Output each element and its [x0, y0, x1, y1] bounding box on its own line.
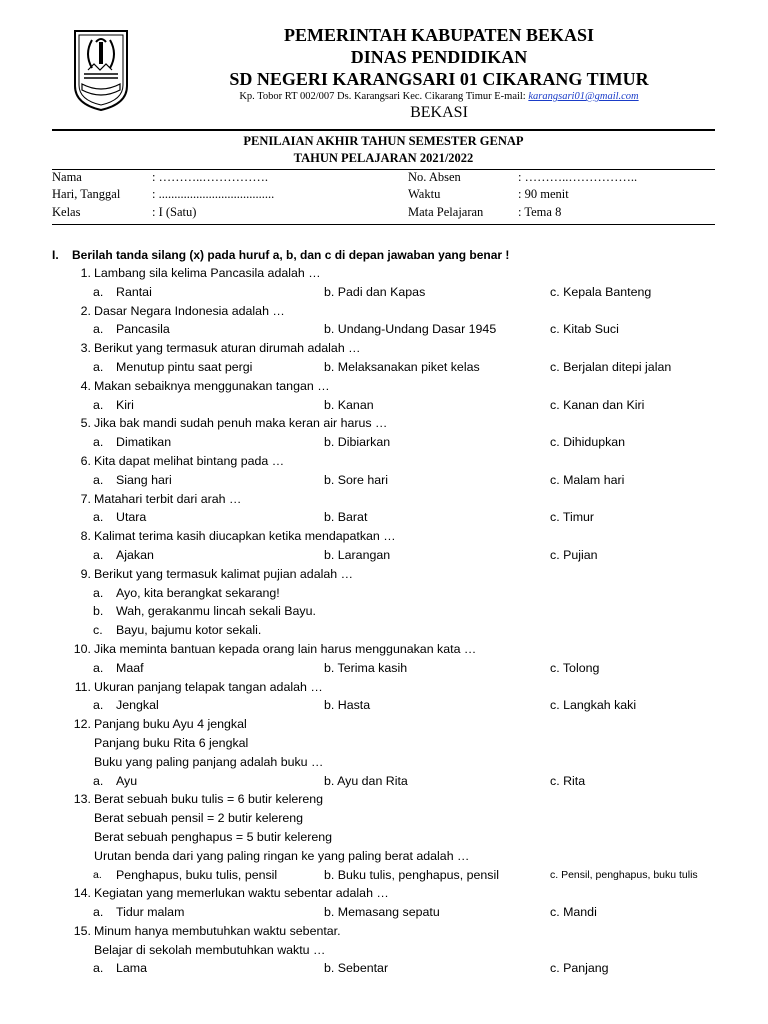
option-letter: b. [93, 604, 104, 619]
option-letter: a. [93, 868, 102, 881]
question-number: 12. [73, 717, 91, 732]
option-letter: c. [93, 623, 103, 638]
question-15-text-line [52, 941, 732, 960]
option-b: b. Ayu dan Rita [324, 773, 408, 788]
question-12-text-line [52, 734, 732, 753]
option-c: c. Berjalan ditepi jalan [550, 359, 672, 374]
question-3-text-line [52, 339, 732, 358]
question-13-text-line [52, 847, 732, 866]
question-15-text-line [52, 922, 732, 941]
question-14-options [52, 903, 732, 922]
question-13-text-line [52, 828, 732, 847]
question-2-text-line [52, 302, 732, 321]
option-c: c. Malam hari [550, 472, 625, 487]
question-9-option [52, 584, 732, 603]
option-letter: a. [93, 284, 104, 299]
option-b: b. Hasta [324, 698, 371, 713]
option-a: Kiri [116, 397, 134, 412]
option-text: Ayo, kita berangkat sekarang! [116, 585, 280, 600]
question-text: Jika bak mandi sudah penuh maka keran air harus … [94, 416, 388, 431]
option-a: Dimatikan [116, 435, 172, 450]
option-a: Ajakan [116, 547, 154, 562]
question-number: 15. [73, 923, 91, 938]
question-text: Berikut yang termasuk kalimat pujian adalah … [94, 566, 353, 581]
option-a: Utara [116, 510, 147, 525]
bekasi-regency-emblem-icon [72, 28, 130, 112]
option-letter: a. [93, 585, 104, 600]
value-time: : 90 menit [518, 187, 569, 201]
option-b: b. Terima kasih [324, 660, 408, 675]
value-absen: : ………..…………….. [518, 170, 638, 184]
option-a: Jengkal [116, 698, 159, 713]
question-7-options [52, 508, 732, 527]
option-letter: a. [93, 698, 104, 713]
option-c: c. Pujian [550, 547, 598, 562]
option-c: c. Langkah kaki [550, 698, 637, 713]
question-1-text-line [52, 264, 732, 283]
question-text: Panjang buku Rita 6 jengkal [94, 735, 249, 750]
option-a: Tidur malam [116, 905, 185, 920]
option-b: b. Buku tulis, penghapus, pensil [324, 867, 499, 882]
option-a: Maaf [116, 660, 144, 675]
question-5-options [52, 433, 732, 452]
option-b: b. Barat [324, 510, 368, 525]
identity-row-class [52, 205, 715, 222]
option-a: Ayu [116, 773, 138, 788]
option-letter: a. [93, 547, 104, 562]
question-text: Panjang buku Ayu 4 jengkal [94, 717, 247, 732]
question-text: Berat sebuah penghapus = 5 butir kelereng [94, 829, 333, 844]
option-b: b. Undang-Undang Dasar 1945 [324, 322, 497, 337]
question-number: 2. [80, 303, 91, 318]
question-number: 7. [80, 491, 91, 506]
option-text: Bayu, bajumu kotor sekali. [116, 623, 262, 638]
option-letter: a. [93, 660, 104, 675]
question-9-text-line [52, 565, 732, 584]
value-class: : I (Satu) [152, 205, 197, 219]
question-13-text-line [52, 809, 732, 828]
section-number: I. [52, 248, 59, 262]
identity-row-name [52, 170, 715, 187]
letterhead-divider [52, 129, 715, 131]
question-8-options [52, 546, 732, 565]
question-text: Belajar di sekolah membutuhkan waktu … [94, 942, 326, 957]
question-text: Kalimat terima kasih diucapkan ketika mendapatkan … [94, 529, 396, 544]
address-text: Kp. Tobor RT 002/007 Ds. Karangsari Kec. Cikarang Timur E-mail: [239, 91, 529, 102]
question-14-text-line [52, 884, 732, 903]
question-13-text-line [52, 790, 732, 809]
option-a: Penghapus, buku tulis, pensil [116, 867, 278, 882]
question-12-options [52, 772, 732, 791]
question-12-text-line [52, 753, 732, 772]
question-4-text-line [52, 377, 732, 396]
option-c: c. Kepala Banteng [550, 284, 652, 299]
option-b: b. Padi dan Kapas [324, 284, 426, 299]
question-12-text-line [52, 715, 732, 734]
question-11-options [52, 696, 732, 715]
question-3-options [52, 358, 732, 377]
question-text: Berat sebuah pensil = 2 butir kelereng [94, 811, 304, 826]
question-9-option [52, 602, 732, 621]
question-number: 5. [80, 416, 91, 431]
option-a: Rantai [116, 284, 152, 299]
question-6-text-line [52, 452, 732, 471]
option-b: b. Kanan [324, 397, 374, 412]
question-text: Lambang sila kelima Pancasila adalah … [94, 266, 321, 280]
option-letter: a. [93, 510, 104, 525]
option-c: c. Kanan dan Kiri [550, 397, 645, 412]
question-number: 9. [80, 566, 91, 581]
label-time: Waktu [408, 187, 441, 201]
option-b: b. Melaksanakan piket kelas [324, 359, 480, 374]
question-6-options [52, 471, 732, 490]
question-list [52, 264, 732, 978]
question-number: 6. [80, 453, 91, 468]
value-date: : ..................................... [152, 187, 275, 201]
question-9-option [52, 621, 732, 640]
exam-title: PENILAIAN AKHIR TAHUN SEMESTER GENAP [243, 134, 524, 148]
option-c: c. Mandi [550, 905, 597, 920]
question-number: 8. [80, 529, 91, 544]
option-letter: a. [93, 359, 104, 374]
option-text: Wah, gerakanmu lincah sekali Bayu. [116, 604, 316, 619]
question-number: 3. [80, 341, 91, 356]
option-a: Menutup pintu saat pergi [116, 359, 253, 374]
option-c: c. Dihidupkan [550, 435, 626, 450]
option-c: c. Rita [550, 773, 586, 788]
option-b: b. Memasang sepatu [324, 905, 440, 920]
option-c: c. Pensil, penghapus, buku tulis [550, 868, 698, 881]
option-c: c. Tolong [550, 660, 600, 675]
question-number: 4. [80, 378, 91, 393]
email-link[interactable]: karangsari01@gmail.com [528, 91, 639, 102]
question-text: Kita dapat melihat bintang pada … [94, 453, 285, 468]
question-number: 13. [73, 792, 91, 807]
value-subject: : Tema 8 [518, 205, 562, 219]
question-text: Berat sebuah buku tulis = 6 butir kelereng [94, 792, 324, 807]
question-10-options [52, 659, 732, 678]
question-4-options [52, 396, 732, 415]
option-b: b. Sebentar [324, 961, 389, 976]
option-a: Lama [116, 961, 147, 976]
question-8-text-line [52, 527, 732, 546]
question-text: Matahari terbit dari arah … [94, 491, 242, 506]
question-text: Ukuran panjang telapak tangan adalah … [94, 679, 323, 694]
exam-year: TAHUN PELAJARAN 2021/2022 [293, 151, 474, 165]
question-10-text-line [52, 640, 732, 659]
question-text: Kegiatan yang memerlukan waktu sebentar adalah … [94, 886, 389, 901]
option-letter: a. [93, 773, 104, 788]
identity-bottom-divider [52, 224, 715, 225]
school-name: SD NEGERI KARANGSARI 01 CIKARANG TIMUR [229, 69, 649, 89]
question-15-options [52, 959, 732, 978]
question-number: 11. [74, 679, 91, 694]
option-letter: a. [93, 961, 104, 976]
government-name: PEMERINTAH KABUPATEN BEKASI [283, 25, 595, 45]
option-c: c. Panjang [550, 961, 609, 976]
question-11-text-line [52, 678, 732, 697]
option-c: c. Kitab Suci [550, 322, 619, 337]
option-a: Pancasila [116, 322, 170, 337]
question-7-text-line [52, 490, 732, 509]
label-date: Hari, Tanggal [52, 187, 121, 201]
option-b: b. Larangan [324, 547, 391, 562]
option-letter: a. [93, 472, 104, 487]
label-absen: No. Absen [408, 170, 461, 184]
value-name: : ………..……………. [152, 170, 268, 184]
label-class: Kelas [52, 205, 81, 219]
label-name: Nama [52, 170, 82, 184]
question-text: Minum hanya membutuhkan waktu sebentar. [94, 923, 341, 938]
option-a: Siang hari [116, 472, 172, 487]
option-letter: a. [93, 435, 104, 450]
city-name: BEKASI [410, 104, 468, 121]
question-5-text-line [52, 414, 732, 433]
question-13-options [52, 866, 732, 885]
question-number: 1. [80, 266, 91, 280]
question-1-options [52, 283, 732, 302]
question-text: Berikut yang termasuk aturan dirumah adalah … [94, 341, 361, 356]
option-letter: a. [93, 397, 104, 412]
option-letter: a. [93, 322, 104, 337]
option-letter: a. [93, 905, 104, 920]
option-b: b. Dibiarkan [324, 435, 391, 450]
option-c: c. Timur [550, 510, 595, 525]
question-2-options [52, 320, 732, 339]
department-name: DINAS PENDIDIKAN [350, 47, 528, 67]
question-text: Dasar Negara Indonesia adalah … [94, 303, 285, 318]
question-text: Makan sebaiknya menggunakan tangan … [94, 378, 330, 393]
question-text: Buku yang paling panjang adalah buku … [94, 754, 324, 769]
question-number: 10. [73, 641, 91, 656]
question-text: Urutan benda dari yang paling ringan ke yang paling berat adalah … [94, 848, 470, 863]
label-subject: Mata Pelajaran [408, 205, 484, 219]
question-number: 14. [73, 886, 91, 901]
identity-row-date [52, 187, 715, 204]
section-instruction: Berilah tanda silang (x) pada huruf a, b, dan c di depan jawaban yang benar ! [72, 248, 510, 262]
option-b: b. Sore hari [324, 472, 389, 487]
question-text: Jika meminta bantuan kepada orang lain harus menggunakan kata … [94, 641, 477, 656]
school-address [150, 91, 728, 102]
